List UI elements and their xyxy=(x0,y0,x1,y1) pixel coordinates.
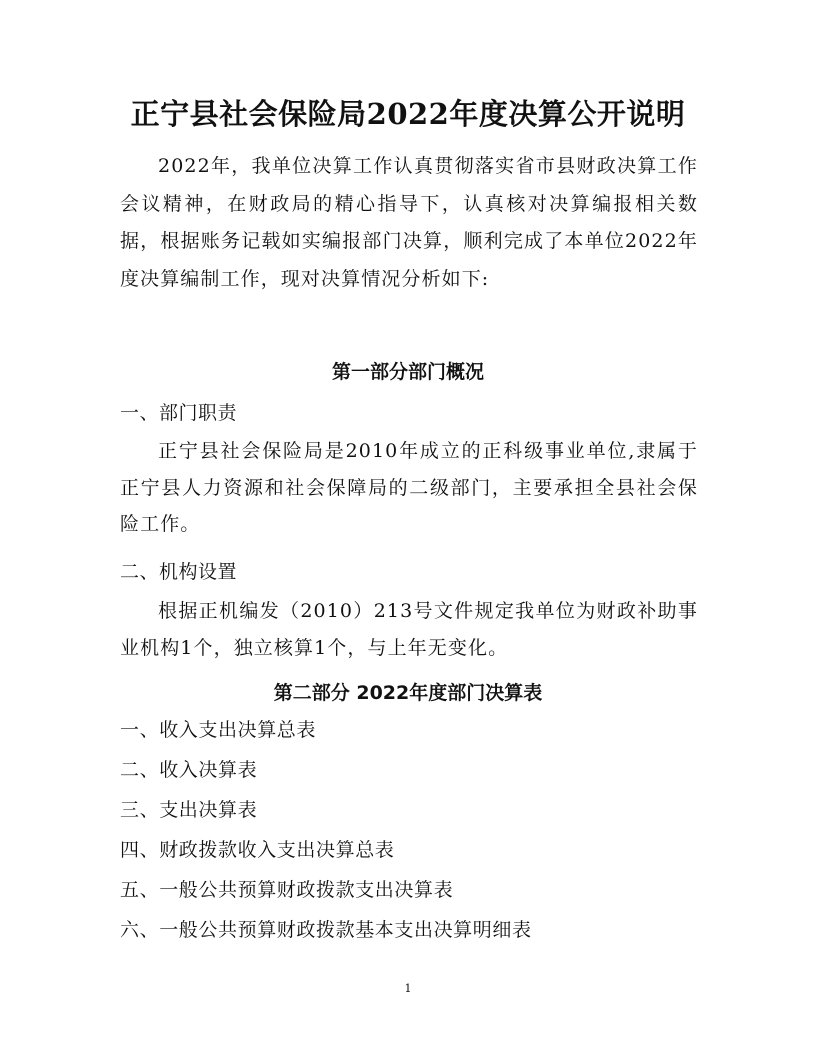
part1-heading: 第一部分部门概况 xyxy=(331,361,484,383)
section1-heading: 一、部门职责 xyxy=(120,402,238,424)
list-item: 六、一般公共预算财政拨款基本支出决算明细表 xyxy=(120,919,532,941)
section2-heading: 二、机构设置 xyxy=(120,561,238,583)
section1-paragraph: 正宁县社会保险局是2010年成立的正科级事业单位,隶属于正宁县人力资源和社会保障局的二级部门，主要承担全县社会保险工作。 xyxy=(120,440,698,535)
list-item: 三、支出决算表 xyxy=(120,799,258,821)
page-number: 1 xyxy=(404,982,412,995)
table-list xyxy=(120,710,532,950)
document-title: 正宁县社会保险局2022年度决算公开说明 xyxy=(130,97,686,131)
part2-heading: 第二部分 2022年度部门决算表 xyxy=(273,682,543,704)
intro-paragraph: 2022年，我单位决算工作认真贯彻落实省市县财政决算工作会议精神，在财政局的精心指导下，认真核对决算编报相关数据，根据账务记载如实编报部门决算，顺利完成了本单位2022年度决算编制工作，现对决算情况分析如下: xyxy=(120,155,698,290)
list-item: 五、一般公共预算财政拨款支出决算表 xyxy=(120,879,454,901)
list-item: 二、收入决算表 xyxy=(120,759,258,781)
section2-paragraph: 根据正机编发（2010）213号文件规定我单位为财政补助事业机构1个，独立核算1个，与上年无变化。 xyxy=(120,600,698,659)
list-item: 一、收入支出决算总表 xyxy=(120,719,317,741)
list-item: 四、财政拨款收入支出决算总表 xyxy=(120,839,395,861)
